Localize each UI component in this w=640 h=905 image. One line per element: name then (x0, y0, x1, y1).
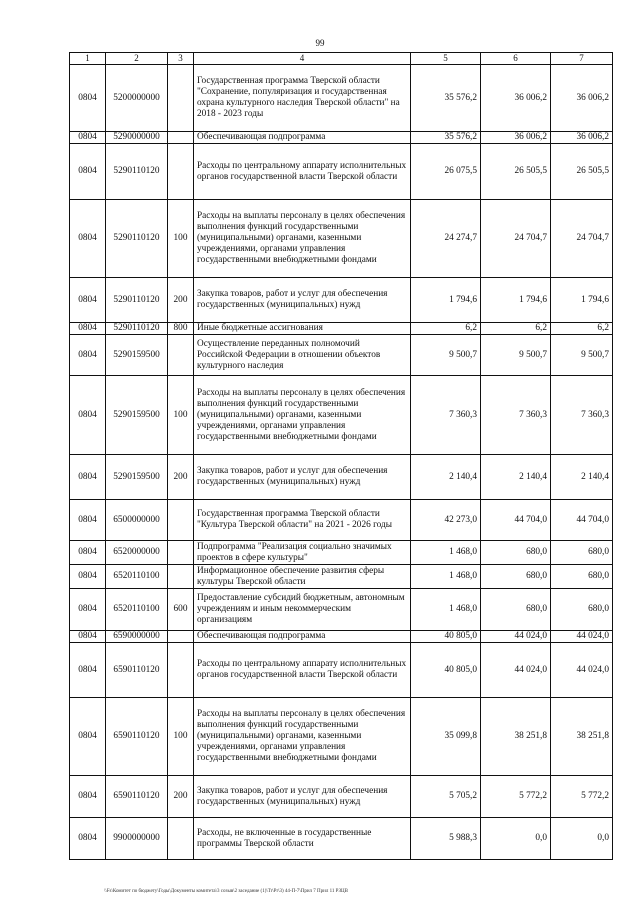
amount-col7: 2 140,4 (551, 455, 613, 500)
expense-type-code: 200 (168, 776, 194, 818)
amount-col5: 35 099,8 (411, 698, 481, 776)
table-row (70, 776, 613, 818)
expense-type-code: 200 (168, 278, 194, 323)
column-header: 3 (168, 53, 194, 65)
target-article-code: 5290000000 (106, 132, 168, 144)
section-code: 0804 (70, 698, 106, 776)
page-number: 99 (315, 38, 325, 48)
amount-col5: 1 468,0 (411, 589, 481, 631)
amount-col6: 44 024,0 (481, 643, 551, 698)
expense-type-code (168, 541, 194, 565)
item-name: Расходы по центральному аппарату исполнительных органов государственной власти Тверской области (194, 144, 411, 200)
amount-col5: 1 468,0 (411, 541, 481, 565)
amount-col5: 5 705,2 (411, 776, 481, 818)
expense-type-code (168, 818, 194, 860)
amount-col6: 2 140,4 (481, 455, 551, 500)
item-name: Расходы на выплаты персоналу в целях обеспечения выполнения функций государственными (муниципальными) органами, казенными учреждениями, органами управления государственными внебюджетными фондами (194, 200, 411, 278)
section-code: 0804 (70, 631, 106, 643)
expense-type-code (168, 500, 194, 541)
section-code: 0804 (70, 335, 106, 376)
amount-col7: 44 024,0 (551, 631, 613, 643)
section-code: 0804 (70, 589, 106, 631)
item-name: Закупка товаров, работ и услуг для обеспечения государственных (муниципальных) нужд (194, 455, 411, 500)
amount-col7: 24 704,7 (551, 200, 613, 278)
expense-type-code: 100 (168, 200, 194, 278)
amount-col6: 7 360,3 (481, 376, 551, 455)
section-code: 0804 (70, 323, 106, 335)
item-name: Обеспечивающая подпрограмма (194, 631, 411, 643)
expense-type-code (168, 565, 194, 589)
amount-col6: 680,0 (481, 541, 551, 565)
table-row (70, 144, 613, 200)
amount-col6: 1 794,6 (481, 278, 551, 323)
target-article-code: 6590110120 (106, 776, 168, 818)
target-article-code: 5290110120 (106, 323, 168, 335)
expense-type-code (168, 144, 194, 200)
amount-col5: 42 273,0 (411, 500, 481, 541)
item-name: Осуществление переданных полномочий Российской Федерации в отношении объектов культурного наследия (194, 335, 411, 376)
target-article-code: 5290110120 (106, 200, 168, 278)
amount-col6: 44 704,0 (481, 500, 551, 541)
table-row (70, 335, 613, 376)
amount-col7: 5 772,2 (551, 776, 613, 818)
section-code: 0804 (70, 376, 106, 455)
amount-col7: 7 360,3 (551, 376, 613, 455)
target-article-code: 6590110120 (106, 643, 168, 698)
item-name: Информационное обеспечение развития сферы культуры Тверской области (194, 565, 411, 589)
item-name: Государственная программа Тверской области "Сохранение, популяризация и государственная охрана культурного наследия Тверской области" на 2018 - 2023 годы (194, 65, 411, 132)
amount-col7: 26 505,5 (551, 144, 613, 200)
column-header: 4 (194, 53, 411, 65)
amount-col5: 26 075,5 (411, 144, 481, 200)
column-header: 5 (411, 53, 481, 65)
amount-col6: 44 024,0 (481, 631, 551, 643)
amount-col6: 9 500,7 (481, 335, 551, 376)
item-name: Подпрограмма "Реализация социально значимых проектов в сфере культуры" (194, 541, 411, 565)
table-row (70, 323, 613, 335)
target-article-code: 6590110120 (106, 698, 168, 776)
amount-col6: 680,0 (481, 565, 551, 589)
item-name: Государственная программа Тверской области "Культура Тверской области" на 2021 - 2026 годы (194, 500, 411, 541)
column-header: 2 (106, 53, 168, 65)
amount-col5: 35 576,2 (411, 132, 481, 144)
section-code: 0804 (70, 565, 106, 589)
amount-col7: 6,2 (551, 323, 613, 335)
target-article-code: 5290110120 (106, 144, 168, 200)
amount-col7: 680,0 (551, 565, 613, 589)
target-article-code: 5290110120 (106, 278, 168, 323)
amount-col7: 680,0 (551, 589, 613, 631)
item-name: Предоставление субсидий бюджетным, автономным учреждениям и иным некоммерческим организациям (194, 589, 411, 631)
amount-col5: 5 988,3 (411, 818, 481, 860)
column-header: 6 (481, 53, 551, 65)
amount-col6: 36 006,2 (481, 65, 551, 132)
table-row (70, 65, 613, 132)
amount-col7: 44 024,0 (551, 643, 613, 698)
table-row (70, 500, 613, 541)
target-article-code: 6590000000 (106, 631, 168, 643)
amount-col5: 2 140,4 (411, 455, 481, 500)
target-article-code: 5290159500 (106, 376, 168, 455)
section-code: 0804 (70, 132, 106, 144)
target-article-code: 6520000000 (106, 541, 168, 565)
table-row (70, 132, 613, 144)
amount-col5: 7 360,3 (411, 376, 481, 455)
amount-col6: 24 704,7 (481, 200, 551, 278)
amount-col6: 680,0 (481, 589, 551, 631)
expense-type-code (168, 132, 194, 144)
table-row (70, 698, 613, 776)
table-row (70, 818, 613, 860)
target-article-code: 5290159500 (106, 455, 168, 500)
table-header-row (70, 53, 613, 65)
expense-type-code: 600 (168, 589, 194, 631)
section-code: 0804 (70, 818, 106, 860)
expense-type-code (168, 631, 194, 643)
table-row (70, 455, 613, 500)
target-article-code: 9900000000 (106, 818, 168, 860)
target-article-code: 6520110100 (106, 589, 168, 631)
section-code: 0804 (70, 541, 106, 565)
amount-col7: 36 006,2 (551, 132, 613, 144)
section-code: 0804 (70, 278, 106, 323)
item-name: Расходы на выплаты персоналу в целях обеспечения выполнения функций государственными (муниципальными) органами, казенными учреждениями, органами управления государственными внебюджетными фондами (194, 698, 411, 776)
amount-col6: 38 251,8 (481, 698, 551, 776)
amount-col5: 35 576,2 (411, 65, 481, 132)
amount-col5: 9 500,7 (411, 335, 481, 376)
expense-type-code: 100 (168, 698, 194, 776)
section-code: 0804 (70, 144, 106, 200)
amount-col6: 26 505,5 (481, 144, 551, 200)
amount-col7: 44 704,0 (551, 500, 613, 541)
expense-type-code: 200 (168, 455, 194, 500)
item-name: Расходы на выплаты персоналу в целях обеспечения выполнения функций государственными (муниципальными) органами, казенными учреждениями, органами управления государственными внебюджетными фондами (194, 376, 411, 455)
amount-col7: 38 251,8 (551, 698, 613, 776)
amount-col6: 36 006,2 (481, 132, 551, 144)
amount-col7: 9 500,7 (551, 335, 613, 376)
table-row (70, 376, 613, 455)
expense-type-code (168, 643, 194, 698)
section-code: 0804 (70, 200, 106, 278)
amount-col7: 1 794,6 (551, 278, 613, 323)
expense-type-code (168, 335, 194, 376)
item-name: Закупка товаров, работ и услуг для обеспечения государственных (муниципальных) нужд (194, 776, 411, 818)
amount-col5: 1 468,0 (411, 565, 481, 589)
item-name: Закупка товаров, работ и услуг для обеспечения государственных (муниципальных) нужд (194, 278, 411, 323)
expense-type-code: 100 (168, 376, 194, 455)
amount-col5: 6,2 (411, 323, 481, 335)
expense-type-code: 800 (168, 323, 194, 335)
amount-col5: 24 274,7 (411, 200, 481, 278)
target-article-code: 5200000000 (106, 65, 168, 132)
amount-col6: 5 772,2 (481, 776, 551, 818)
amount-col6: 6,2 (481, 323, 551, 335)
budget-table (69, 52, 613, 860)
amount-col7: 36 006,2 (551, 65, 613, 132)
target-article-code: 6500000000 (106, 500, 168, 541)
expense-type-code (168, 65, 194, 132)
section-code: 0804 (70, 776, 106, 818)
amount-col6: 0,0 (481, 818, 551, 860)
section-code: 0804 (70, 500, 106, 541)
table-row (70, 589, 613, 631)
table-row (70, 631, 613, 643)
table-row (70, 200, 613, 278)
table-row (70, 565, 613, 589)
amount-col5: 40 805,0 (411, 643, 481, 698)
column-header: 1 (70, 53, 106, 65)
table-row (70, 278, 613, 323)
column-header: 7 (551, 53, 613, 65)
item-name: Расходы, не включенные в государственные программы Тверской области (194, 818, 411, 860)
item-name: Обеспечивающая подпрограмма (194, 132, 411, 144)
file-path-footer: \\Fs\Комитет по бюджету\Годы\Документы комитета\3 созыв\2 заседание (1)\Tr\Pr\3) 44-П-7\Прил 7 Прил 11 РЗЦВ (104, 889, 348, 894)
amount-col5: 1 794,6 (411, 278, 481, 323)
item-name: Расходы по центральному аппарату исполнительных органов государственной власти Тверской области (194, 643, 411, 698)
target-article-code: 6520110100 (106, 565, 168, 589)
section-code: 0804 (70, 455, 106, 500)
target-article-code: 5290159500 (106, 335, 168, 376)
amount-col7: 680,0 (551, 541, 613, 565)
table-row (70, 643, 613, 698)
item-name: Иные бюджетные ассигнования (194, 323, 411, 335)
amount-col5: 40 805,0 (411, 631, 481, 643)
section-code: 0804 (70, 643, 106, 698)
table-row (70, 541, 613, 565)
section-code: 0804 (70, 65, 106, 132)
amount-col7: 0,0 (551, 818, 613, 860)
